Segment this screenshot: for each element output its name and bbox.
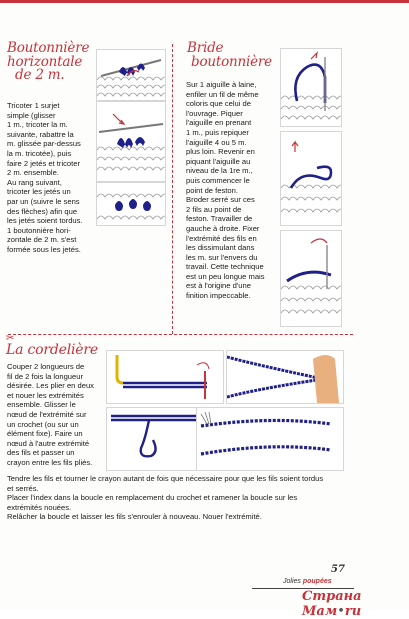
section1-title-line3: de 2 m. [15, 67, 65, 83]
text-line: extrémités nouées. [7, 502, 72, 512]
watermark-part2: ru [344, 604, 362, 619]
text-line: Tendre les fils et tourner le crayon autant de fois que nécessaire pour que les fils soient tordus [7, 474, 324, 483]
text-line: Placer l'index dans la boucle en remplacement du crochet et ramener la boucle sur les [7, 493, 298, 503]
text-line: formée sous les jetés. [7, 244, 81, 254]
text-line: et nouer les extrémités [7, 390, 84, 400]
section2-title-line1: Bride [187, 40, 224, 56]
text-line: tricoter les jetés un [7, 187, 71, 197]
text-line: l'aiguille 4 ou 5 m. [186, 137, 247, 147]
text-line: 1 m., puis repiquer [186, 127, 249, 137]
watermark [302, 589, 409, 619]
watermark-dot: • [337, 604, 345, 619]
text-line: Broder serré sur ces [186, 195, 255, 205]
text-line: Tricoter 1 surjet [7, 101, 60, 110]
section-divider [8, 334, 353, 335]
text-line: point de feston. [186, 185, 238, 195]
text-line: crayon entre les fils pliés. [7, 457, 93, 467]
text-line: travail. Cette technique [186, 262, 264, 272]
text-line: coloris que celui de [186, 99, 252, 109]
text-line: 2 fils au point de [186, 204, 242, 214]
text-line: par un (suivre le sens [7, 196, 80, 206]
text-line: les jetés soient tordus. [7, 216, 83, 226]
text-line: feston. Travailler de [186, 214, 253, 224]
illustration-cord-twisted [196, 407, 344, 471]
footer-brand-part1: Jolies [283, 578, 303, 585]
footer-brand-part2: poupées [302, 578, 332, 585]
section3-text [7, 362, 107, 468]
text-line: l'extrémité des fils en [186, 233, 257, 243]
text-line: élément fixe). Faire un [7, 429, 83, 439]
section3-title: La cordelière [6, 342, 98, 358]
text-line: piquant l'aiguille au [186, 156, 251, 166]
top-rule [0, 0, 409, 3]
section2-title-line2: boutonnière [191, 53, 272, 70]
text-line: est à l'origine d'une [186, 281, 251, 291]
text-line: est un peu longue mais [186, 271, 265, 281]
text-line: finition impeccable. [186, 291, 251, 301]
text-line: faire 2 jetés et tricoter [7, 158, 81, 168]
text-line: des flèches) afin que [7, 206, 78, 216]
footer-brand [283, 578, 332, 585]
section1-text [7, 101, 95, 255]
text-line: et serrés. [7, 483, 39, 493]
section2-text [186, 80, 276, 301]
text-line: 2 m. ensemble. [7, 168, 59, 178]
text-line: les dissimulant dans [186, 243, 255, 253]
text-line: Couper 2 longueurs de [7, 362, 85, 371]
illustration-buttonhole-step3 [96, 182, 166, 226]
section3-wide-text [7, 474, 352, 522]
illustration-bride-step2 [280, 131, 342, 226]
text-line: puis commencer le [186, 175, 250, 185]
text-line: la m. tricotée), puis [7, 148, 72, 158]
illustration-buttonhole-step1 [96, 49, 166, 101]
text-line: Au rang suivant, [7, 177, 62, 187]
section1-title-line1: Boutonnière [7, 40, 90, 56]
text-line: nœud à l'autre extrémité [7, 438, 90, 448]
text-line: des fils et passer un [7, 448, 75, 458]
illustration-bride-step1 [280, 48, 342, 127]
text-line: zontale de 2 m. s'est [7, 235, 77, 245]
text-line: m. glissée par-dessus [7, 139, 81, 149]
text-line: gauche à droite. Fixer [186, 223, 260, 233]
watermark-part1: Страна Мам [302, 589, 362, 619]
illustration-bride-step3 [280, 230, 342, 327]
text-line: l'ouvrage. Piquer [186, 108, 243, 118]
text-line: nœud de l'extrémité sur [7, 409, 87, 419]
text-line: 1 m., tricoter la m. [7, 120, 68, 130]
text-line: plus loin. Revenir en [186, 147, 255, 157]
text-line: Relâcher la boucle et laisser les fils s'enrouler à nouveau. Nouer l'extrémité. [7, 512, 262, 522]
illustration-cord-finger [226, 350, 344, 404]
scissors-icon: ✂ [6, 333, 15, 344]
text-line: les m. sur l'envers du [186, 252, 258, 262]
text-line: un crochet (ou sur un [7, 419, 79, 429]
illustration-cord-hook [106, 350, 224, 404]
column-divider [172, 44, 173, 334]
text-line: fil de 2 fois la longueur [7, 371, 83, 381]
text-line: Sur 1 aiguille à laine, [186, 80, 257, 89]
section2-title [187, 42, 272, 69]
text-line: l'aiguille en prenant [186, 118, 252, 128]
text-line: désirée. Les plier en deux [7, 381, 94, 391]
section1-title [7, 42, 89, 83]
text-line: niveau de la 1re m., [186, 166, 253, 176]
illustration-buttonhole-step2 [96, 101, 166, 182]
text-line: ensemble. Glisser le [7, 400, 76, 410]
text-line: suivante, rabattre la [7, 129, 74, 139]
section1-title-line2: horizontale [7, 53, 83, 70]
text-line: enfiler un fil de même [186, 89, 259, 99]
page-number: 57 [331, 564, 345, 575]
text-line: simple (glisser [7, 110, 56, 120]
text-line: 1 boutonnière hori- [7, 225, 71, 235]
